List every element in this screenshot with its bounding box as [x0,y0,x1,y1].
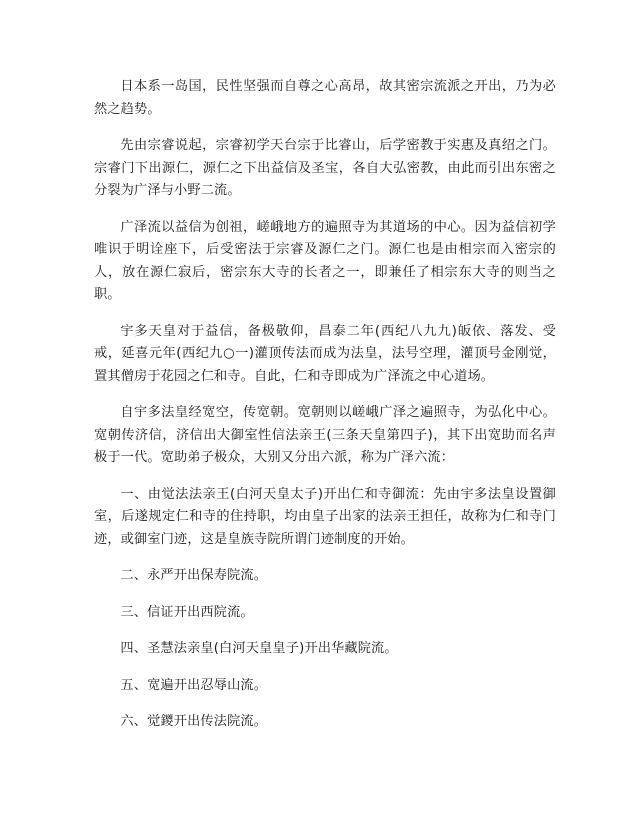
list-item-2: 二、永严开出保寿院流。 [120,568,268,583]
list-item-4: 四、圣慧法亲皇(白河天皇皇子)开出华藏院流。 [120,641,398,656]
list-item-6: 六、觉鑁开出传法院流。 [120,714,268,729]
paragraph-intro: 日本系一岛国，民性坚强而自尊之心高昂，故其密宗流派之开出，乃为必然之趋势。 [94,79,556,117]
paragraph-zongrui: 先由宗睿说起，宗睿初学天台宗于比睿山，后学密教于实惠及真绍之门。宗睿门下出源仁，源仁之下出益信及圣宝，各自大弘密教，由此而引出东密之分裂为广泽与小野二流。 [94,138,556,198]
list-item-5: 五、宽遍开出忍辱山流。 [120,677,268,693]
list-item-3: 三、信证开出西院流。 [120,604,254,620]
list-item-1: 一、由觉法法亲王(白河天皇太子)开出仁和寺御流：先由宇多法皇设置御室，后遂规定仁和寺的住持职，均由皇子出家的法亲王担任，故称为仁和寺门迹，或御室门迹，这是皇族寺院所谓门迹制度的开始。 [94,486,556,547]
document-body [94,76,556,748]
paragraph-kuanchao: 自宇多法皇经宽空，传宽朝。宽朝则以嵯峨广泽之遍照寺，为弘化中心。宽朝传济信，济信出大御室性信法亲王(三条天皇第四子)，其下出宽助而名声极于一代。宽助弟子极众，大别又分出六派，称为广泽六流： [94,405,556,465]
paragraph-yuduo: 宇多天皇对于益信，备极敬仰，昌泰二年(西纪八九九)皈依、落发、受戒，延喜元年(西纪九○一)灌顶传法而成为法皇，法号空理，灌顶号金刚觉，置其僧房于花园之仁和寺。自此，仁和寺即成为广泽流之中心道场。 [94,323,556,384]
paragraph-guangze: 广泽流以益信为创祖，嵯峨地方的遍照寺为其道场的中心。因为益信初学唯识于明诠座下，后受密法于宗睿及源仁之门。源仁也是由相宗而入密宗的人，放在源仁寂后，密宗东大寺的长者之一，即兼任了相宗东大寺的则当之职。 [94,219,556,302]
